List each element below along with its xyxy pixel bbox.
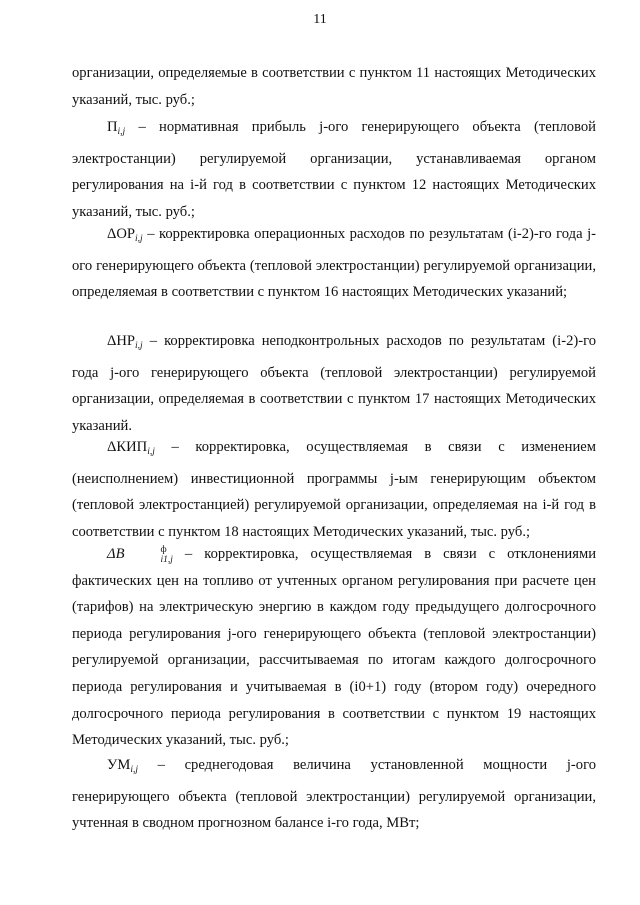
- symbol-main: ΔКИП: [107, 439, 148, 455]
- paragraph-text: – среднегодовая величина установленной мощности j-ого генерирующего объекта (тепловой электростанции) регулируемой организации, учтенная в сводном прогнозном балансе i-го года, МВт;: [72, 757, 596, 832]
- paragraph-uncontrolled-correction: [72, 328, 596, 439]
- symbol-main: УМ: [107, 757, 131, 773]
- symbol-supsub: [125, 545, 172, 565]
- symbol-superscript: ф: [160, 544, 167, 555]
- symbol-subscript: i,j: [135, 341, 143, 351]
- paragraph-text: – корректировка неподконтрольных расходов по результатам (i-2)-го года j-ого генерирующего объекта (тепловой электростанции) регулируемой организации, определяемая в соответствии с пунктом 17 настоящих Методических указаний.: [72, 333, 596, 434]
- symbol-main: ΔB: [107, 546, 125, 562]
- paragraph-text: организации, определяемые в соответствии с пунктом 11 настоящих Методических указаний, тыс. руб.;: [72, 65, 596, 108]
- formula-symbol: [107, 757, 138, 773]
- paragraph-text: – нормативная прибыль j-ого генерирующего объекта (тепловой электростанции) регулируемой организации, устанавливаемая органом регулирования на i-й год в соответствии с пунктом 12 настоящих Методических указаний, тыс. руб.;: [72, 119, 596, 220]
- paragraph-text: – корректировка, осуществляемая в связи с изменением (неисполнением) инвестиционной программы j-ым генерирующим объектом (тепловой электростанцией) регулируемой организации, определяемая на i-й год в соответствии с пунктом 18 настоящих Методических указаний, тыс. руб.;: [72, 439, 596, 540]
- symbol-main: П: [107, 119, 118, 135]
- paragraph-investment-correction: [72, 434, 596, 545]
- paragraph-text: – корректировка операционных расходов по результатам (i-2)-го года j-ого генерирующего объекта (тепловой электростанции) регулируемой организации, определяемая в соответствии с пунктом 16 настоящих Методических указаний;: [72, 226, 596, 301]
- symbol-subscript: i,j: [117, 127, 126, 137]
- symbol-subscript: i1,j: [160, 554, 173, 565]
- formula-symbol: [107, 544, 173, 565]
- symbol-main: ΔОР: [107, 226, 136, 242]
- paragraph-fuel-price-correction: [72, 541, 596, 754]
- formula-symbol: [107, 119, 125, 135]
- formula-symbol: [107, 226, 143, 242]
- symbol-subscript: i,j: [147, 447, 155, 457]
- paragraph-normative-profit: [72, 114, 596, 225]
- paragraph-opex-correction: [72, 221, 596, 306]
- paragraph-installed-capacity: [72, 752, 596, 837]
- symbol-main: ΔНР: [107, 333, 136, 349]
- paragraph-continuation: [72, 60, 596, 113]
- page-number: 11: [313, 12, 327, 27]
- symbol-subscript: i,j: [130, 765, 138, 775]
- formula-symbol: [107, 333, 143, 349]
- symbol-subscript: i,j: [135, 234, 143, 244]
- paragraph-text: – корректировка, осуществляемая в связи с отклонениями фактических цен на топливо от учтенных органом регулирования при расчете цен (тарифов) на электрическую энергию в каждом году предыдущего долгосрочного периода регулирования j-ого генерирующего объекта (тепловой электростанции) регулируемой организации, рассчитываемая по итогам каждого долгосрочного периода регулирования и учитываемая в (i0+1) году (втором году) очередного долгосрочного периода регулирования в соответствии с пунктом 19 настоящих Методических указаний, тыс. руб.;: [72, 546, 596, 749]
- formula-symbol: [107, 439, 155, 455]
